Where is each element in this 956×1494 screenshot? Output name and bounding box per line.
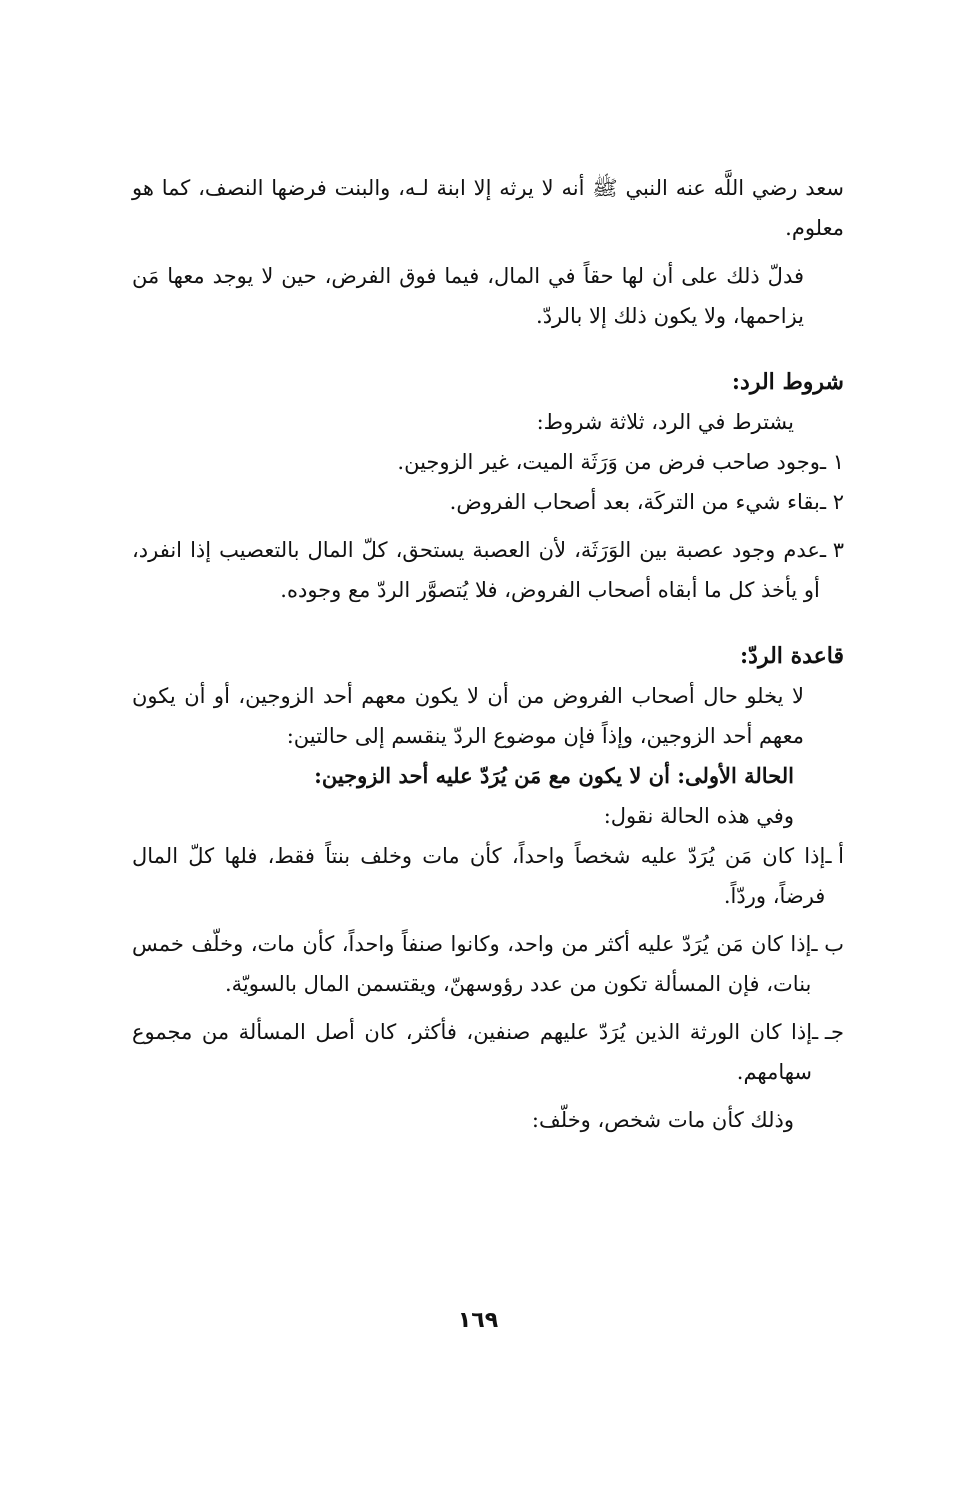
case-1-title	[132, 756, 844, 796]
intro-paragraph-2: فدلّ ذلك على أن لها حقاً في المال، فيما فوق الفرض، حين لا يوجد معها مَن يزاحمها، ولا يكون ذلك إلا بالردّ.	[132, 264, 804, 328]
rule-heading: قاعدة الردّ:	[740, 643, 844, 669]
list-text: إذا كان الورثة الذين يُرَدّ عليهم صنفين، فأكثر، كان أصل المسألة من مجموع سهامهم.	[132, 1020, 813, 1084]
list-text: عدم وجود عصبة بين الوَرَثَة، لأن العصبة يستحق، كلّ المال بالتعصيب إذا انفرد، أو يأخذ كل ما أبقاه أصحاب الفروض، فلا يُتصوَّر الردّ مع وجوده.	[132, 538, 820, 602]
list-marker: ٣ ـ	[819, 538, 844, 562]
list-marker: أ ـ	[825, 844, 844, 868]
list-text: إذا كان مَن يُرَدّ عليه أكثر من واحد، وكانوا صنفاً واحداً، كأن مات، وخلّف خمس بنات، فإن المسألة تكون من عدد رؤوسهنّ، ويقتسمن المال بالسويّة.	[132, 932, 812, 996]
list-item	[132, 836, 844, 916]
list-marker: جـ ـ	[812, 1020, 844, 1044]
page-number: ١٦٩	[457, 1308, 499, 1333]
page-body	[132, 168, 844, 1140]
list-item	[132, 530, 844, 610]
conditions-heading: شروط الرد:	[731, 369, 844, 395]
list-text: بقاء شيء من التركَة، بعد أصحاب الفروض.	[449, 490, 820, 514]
list-item	[132, 442, 844, 482]
rule-paragraph: لا يخلو حال أصحاب الفروض من أن لا يكون معهم أحد الزوجين، أو أن يكون معهم أحد الزوجين، وإذاً فإن موضوع الردّ ينقسم إلى حالتين:	[132, 684, 804, 748]
conditions-lead: يشترط في الرد، ثلاثة شروط:	[536, 410, 794, 434]
intro-paragraph-1: سعد رضي اللَّه عنه النبي ﷺ أنه لا يرثه إلا ابنة لـه، والبنت فرضها النصف، كما هو معلوم.	[132, 176, 844, 240]
list-item	[132, 1012, 844, 1092]
case-1-title-text: الحالة الأولى: أن لا يكون مع مَن يُرَدّ عليه أحد الزوجين:	[314, 763, 794, 788]
case-1-lead: وفي هذه الحالة نقول:	[603, 804, 794, 828]
list-text: إذا كان مَن يُرَدّ عليه شخصاً واحداً، كأن مات وخلف بنتاً فقط، فلها كلّ المال فرضاً، وردّاً.	[132, 844, 826, 908]
list-item	[132, 924, 844, 1004]
list-item	[132, 482, 844, 522]
list-text: وجود صاحب فرض من وَرَثَة الميت، غير الزوجين.	[397, 450, 820, 474]
case-1-closing: وذلك كأن مات شخص، وخلّف:	[531, 1108, 794, 1132]
list-marker: ١ ـ	[819, 450, 844, 474]
list-marker: ب ـ	[811, 932, 844, 956]
list-marker: ٢ ـ	[819, 490, 844, 514]
